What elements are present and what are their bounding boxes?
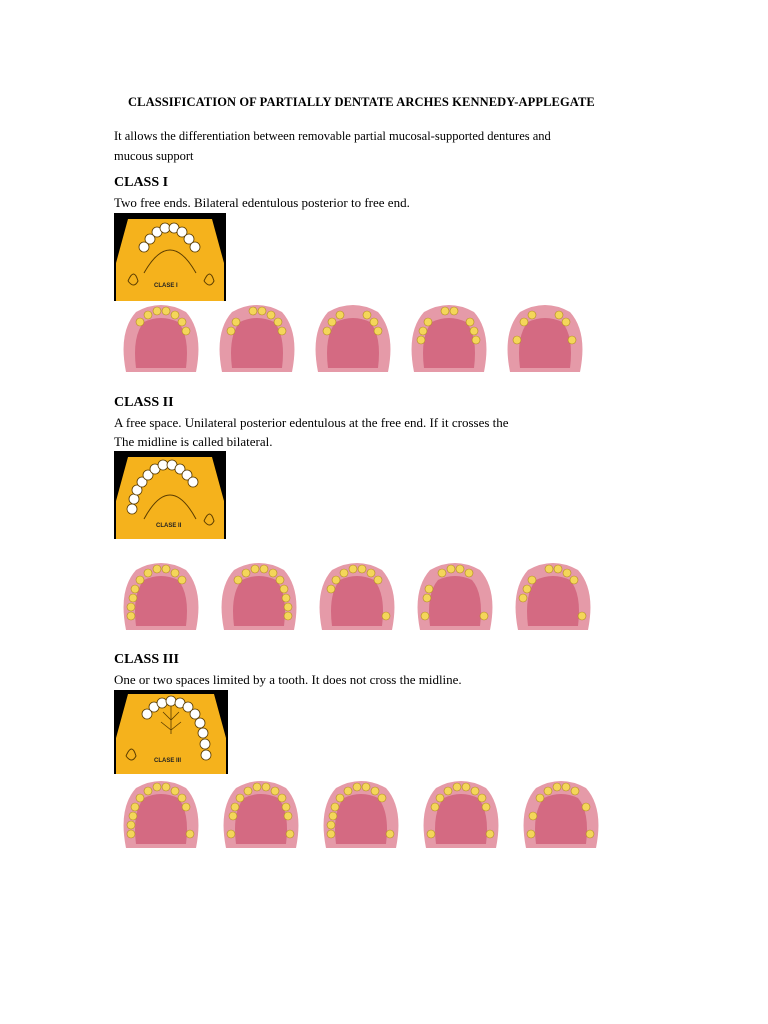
dental-arch-model <box>216 560 302 634</box>
diagram-label: CLASE I <box>154 283 178 289</box>
description-line: A free space. Unilateral posterior edentulous at the free end. If it crosses the <box>114 415 509 430</box>
class-i-diagram <box>114 213 226 301</box>
intro-line: It allows the differentiation between removable partial mucosal-supported dentures and <box>114 129 551 143</box>
class-ii-heading: CLASS II <box>114 395 174 410</box>
intro-line: mucous support <box>114 149 194 163</box>
class-ii-diagram <box>114 451 226 539</box>
dental-arch-model <box>502 302 588 376</box>
dental-arch-model <box>412 560 498 634</box>
diagram-label: CLASE II <box>156 523 182 529</box>
dental-arch-model <box>318 778 404 852</box>
class-iii-heading: CLASS III <box>114 652 179 667</box>
class-iii-description: One or two spaces limited by a tooth. It does not cross the midline. <box>114 672 462 687</box>
class-iii-arch-row <box>118 778 608 856</box>
diagram-label: CLASE III <box>154 758 182 764</box>
dental-arch-model <box>118 778 204 852</box>
dental-arch-model <box>218 778 304 852</box>
class-iii-diagram <box>114 690 228 774</box>
class-ii-description <box>114 413 554 451</box>
dental-arch-model <box>418 778 504 852</box>
dental-arch-model <box>406 302 492 376</box>
dental-arch-model <box>310 302 396 376</box>
class-i-description: Two free ends. Bilateral edentulous posterior to free end. <box>114 195 410 210</box>
class-i-arch-row <box>118 302 588 380</box>
dental-arch-model <box>214 302 300 376</box>
page-title: CLASSIFICATION OF PARTIALLY DENTATE ARCHES KENNEDY-APPLEGATE <box>128 95 595 109</box>
dental-arch-model <box>314 560 400 634</box>
class-i-heading: CLASS I <box>114 175 169 190</box>
dental-arch-model <box>510 560 596 634</box>
class-ii-arch-row <box>118 560 598 638</box>
description-line: The midline is called bilateral. <box>114 434 273 449</box>
dental-arch-model <box>518 778 604 852</box>
intro-paragraph <box>114 126 574 166</box>
dental-arch-model <box>118 302 204 376</box>
dental-arch-model <box>118 560 204 634</box>
